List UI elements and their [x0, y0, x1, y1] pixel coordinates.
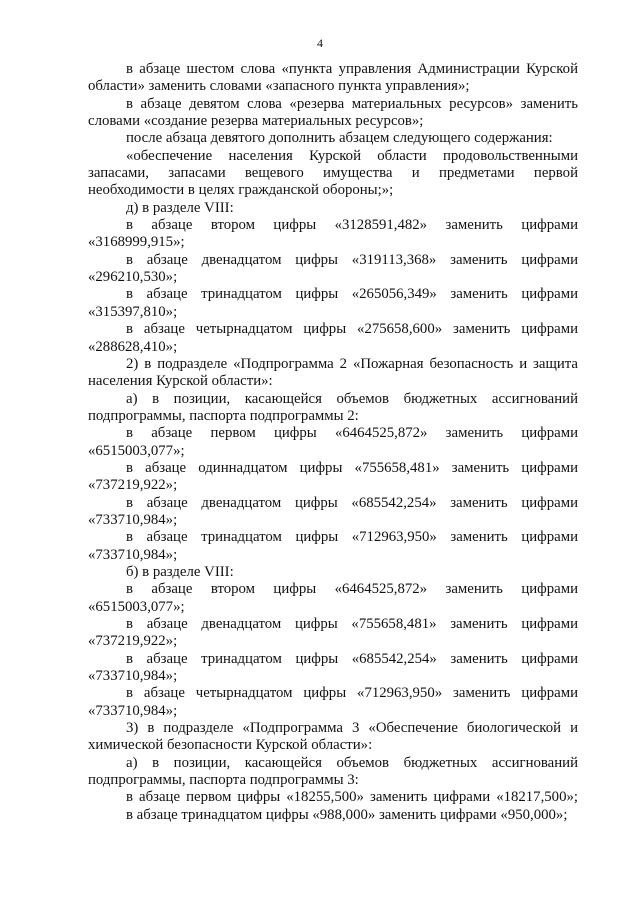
paragraph-1: в абзаце шестом слова «пункта управления Администрации Курской области» заменить словами «запасного пункта управления»; [88, 61, 578, 95]
paragraph-23: в абзаце первом цифры «18255,500» заменить цифрами «18217,500»; [126, 789, 578, 806]
document-body [88, 61, 578, 824]
paragraph-19: в абзаце тринадцатом цифры «685542,254» заменить цифрами «733710,984»; [88, 650, 578, 685]
paragraph-14: в абзаце двенадцатом цифры «685542,254» заменить цифрами «733710,984»; [88, 494, 578, 528]
paragraph-3: после абзаца девятого дополнить абзацем следующего содержания: [126, 130, 553, 147]
paragraph-8: в абзаце тринадцатом цифры «265056,349» заменить цифрами «315397,810»; [88, 286, 578, 320]
paragraph-10: 2) в подразделе «Подпрограмма 2 «Пожарная безопасность и защита населения Курской области»: [88, 355, 578, 390]
paragraph-21: 3) в подразделе «Подпрограмма 3 «Обеспечение биологической и химической безопасности Курской области»: [88, 720, 578, 754]
paragraph-6: в абзаце втором цифры «3128591,482» заменить цифрами «3168999,915»; [88, 217, 578, 251]
paragraph-16: б) в разделе VIII: [126, 563, 234, 580]
paragraph-9: в абзаце четырнадцатом цифры «275658,600» заменить цифрами «288628,410»; [88, 321, 578, 355]
paragraph-24: в абзаце тринадцатом цифры «988,000» заменить цифрами «950,000»; [126, 806, 568, 823]
paragraph-11: а) в позиции, касающейся объемов бюджетных ассигнований подпрограммы, паспорта подпрограммы 2: [88, 390, 578, 424]
paragraph-12: в абзаце первом цифры «6464525,872» заменить цифрами «6515003,077»; [88, 425, 578, 459]
page-number: 4 [317, 36, 323, 50]
paragraph-7: в абзаце двенадцатом цифры «319113,368» заменить цифрами «296210,530»; [88, 251, 578, 286]
paragraph-2: в абзаце девятом слова «резерва материальных ресурсов» заменить словами «создание резерва материальных ресурсов»; [88, 95, 578, 130]
paragraph-13: в абзаце одиннадцатом цифры «755658,481» заменить цифрами «737219,922»; [88, 459, 578, 494]
paragraph-22: а) в позиции, касающейся объемов бюджетных ассигнований подпрограммы, паспорта подпрограммы 3: [88, 754, 578, 789]
paragraph-4: «обеспечение населения Курской области продовольственными запасами, запасами вещевого имущества и предметами первой необходимости в целях гражданской обороны;»; [88, 147, 578, 199]
paragraph-5: д) в разделе VIII: [126, 199, 234, 216]
paragraph-20: в абзаце четырнадцатом цифры «712963,950» заменить цифрами «733710,984»; [88, 685, 578, 719]
paragraph-15: в абзаце тринадцатом цифры «712963,950» заменить цифрами «733710,984»; [88, 529, 578, 563]
paragraph-17: в абзаце втором цифры «6464525,872» заменить цифрами «6515003,077»; [88, 581, 578, 615]
paragraph-18: в абзаце двенадцатом цифры «755658,481» заменить цифрами «737219,922»; [88, 616, 578, 650]
